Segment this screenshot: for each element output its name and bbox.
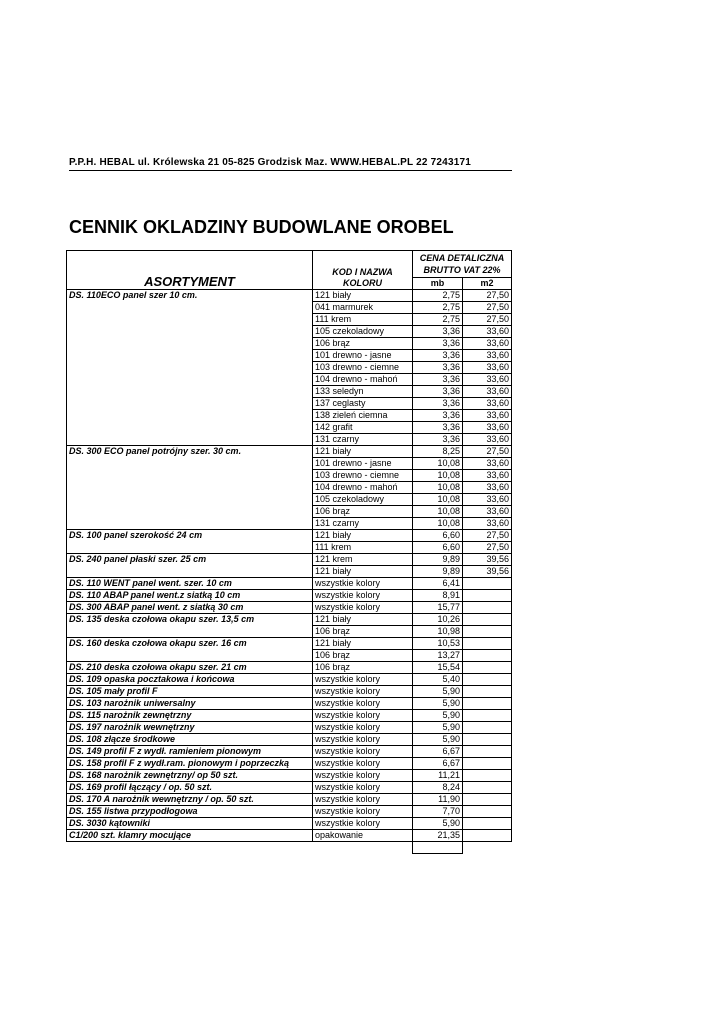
price-m2-cell xyxy=(463,638,512,650)
price-mb-cell: 6,41 xyxy=(413,578,463,590)
price-m2-cell xyxy=(463,626,512,638)
product-name: DS. 105 mały profil F xyxy=(67,686,313,698)
price-header xyxy=(413,251,512,278)
price-mb-cell: 5,90 xyxy=(413,710,463,722)
price-mb-cell: 11,21 xyxy=(413,770,463,782)
product-name: DS. 300 ECO panel potrójny szer. 30 cm. xyxy=(67,446,313,458)
color-code-cell: wszystkie kolory xyxy=(313,578,413,590)
product-name-continuation xyxy=(67,362,313,374)
price-m2-cell xyxy=(463,686,512,698)
product-name-continuation xyxy=(67,566,313,578)
product-name-continuation xyxy=(67,338,313,350)
product-name-continuation xyxy=(67,650,313,662)
product-name-continuation xyxy=(67,506,313,518)
color-code-cell: 041 marmurek xyxy=(313,302,413,314)
table-row xyxy=(67,542,512,554)
product-name-continuation xyxy=(67,458,313,470)
price-m2-cell: 33,60 xyxy=(463,458,512,470)
product-name-continuation xyxy=(67,314,313,326)
color-code-cell: 138 zieleń ciemna xyxy=(313,410,413,422)
price-mb-cell: 5,90 xyxy=(413,818,463,830)
product-name: DS. 115 narożnik zewnętrzny xyxy=(67,710,313,722)
product-name: DS. 109 opaska pocztakowa i końcowa xyxy=(67,674,313,686)
table-row xyxy=(67,650,512,662)
price-mb-cell: 2,75 xyxy=(413,314,463,326)
code-header-line1: KOD I NAZWA xyxy=(332,267,393,277)
price-mb-cell: 13,27 xyxy=(413,650,463,662)
table-row xyxy=(67,482,512,494)
price-mb-cell: 8,91 xyxy=(413,590,463,602)
color-code-cell: 133 seledyn xyxy=(313,386,413,398)
table-row xyxy=(67,590,512,602)
price-m2-cell xyxy=(463,806,512,818)
price-m2-cell: 39,56 xyxy=(463,566,512,578)
price-m2-cell xyxy=(463,830,512,842)
color-code-cell: wszystkie kolory xyxy=(313,710,413,722)
table-row xyxy=(67,734,512,746)
color-code-cell: wszystkie kolory xyxy=(313,758,413,770)
product-name-continuation xyxy=(67,542,313,554)
product-name: DS. 158 profil F z wydł.ram. pionowym i poprzeczką xyxy=(67,758,313,770)
price-mb-cell: 9,89 xyxy=(413,566,463,578)
table-row xyxy=(67,782,512,794)
color-code-cell: wszystkie kolory xyxy=(313,722,413,734)
color-code-cell: 106 brąz xyxy=(313,506,413,518)
table-row xyxy=(67,698,512,710)
price-m2-cell: 33,60 xyxy=(463,434,512,446)
product-name: DS. 3030 kątowniki xyxy=(67,818,313,830)
code-header-line2: KOLORU xyxy=(343,278,382,288)
table-row xyxy=(67,374,512,386)
table-row xyxy=(67,530,512,542)
price-m2-cell: 27,50 xyxy=(463,290,512,302)
price-mb-cell: 10,08 xyxy=(413,458,463,470)
price-mb-cell: 10,08 xyxy=(413,518,463,530)
product-name-continuation xyxy=(67,350,313,362)
price-mb-cell: 6,67 xyxy=(413,758,463,770)
price-mb-cell: 3,36 xyxy=(413,422,463,434)
color-code-cell: 121 biały xyxy=(313,614,413,626)
table-row xyxy=(67,830,512,842)
price-mb-cell: 11,90 xyxy=(413,794,463,806)
product-name-continuation xyxy=(67,626,313,638)
price-mb-cell: 5,90 xyxy=(413,722,463,734)
table-row xyxy=(67,326,512,338)
color-code-cell: 111 krem xyxy=(313,542,413,554)
product-name: DS. 210 deska czołowa okapu szer. 21 cm xyxy=(67,662,313,674)
table-row xyxy=(67,338,512,350)
price-mb-cell: 3,36 xyxy=(413,326,463,338)
m2-header: m2 xyxy=(463,278,512,290)
price-m2-cell xyxy=(463,770,512,782)
price-mb-cell: 10,08 xyxy=(413,470,463,482)
table-row xyxy=(67,554,512,566)
color-code-cell: 106 brąz xyxy=(313,650,413,662)
price-m2-cell: 27,50 xyxy=(463,446,512,458)
table-row xyxy=(67,494,512,506)
price-mb-cell: 5,90 xyxy=(413,698,463,710)
color-code-cell: 121 krem xyxy=(313,554,413,566)
price-m2-cell xyxy=(463,698,512,710)
product-name: DS. 197 narożnik wewnętrzny xyxy=(67,722,313,734)
color-code-cell: 104 drewno - mahoń xyxy=(313,374,413,386)
price-m2-cell xyxy=(463,650,512,662)
mb-header: mb xyxy=(413,278,463,290)
product-name-continuation xyxy=(67,482,313,494)
table-row xyxy=(67,434,512,446)
color-code-cell: 103 drewno - ciemne xyxy=(313,470,413,482)
table-row xyxy=(67,470,512,482)
table-row xyxy=(67,818,512,830)
price-m2-cell: 33,60 xyxy=(463,506,512,518)
price-m2-cell xyxy=(463,674,512,686)
product-name: DS. 110 WENT panel went. szer. 10 cm xyxy=(67,578,313,590)
price-mb-cell: 9,89 xyxy=(413,554,463,566)
table-row xyxy=(67,794,512,806)
product-name: DS. 170 A narożnik wewnętrzny / op. 50 szt. xyxy=(67,794,313,806)
price-m2-cell xyxy=(463,794,512,806)
product-name-continuation xyxy=(67,518,313,530)
price-mb-cell: 3,36 xyxy=(413,386,463,398)
price-mb-cell: 5,90 xyxy=(413,734,463,746)
color-code-cell: 105 czekoladowy xyxy=(313,326,413,338)
product-name: DS. 169 profil łączący / op. 50 szt. xyxy=(67,782,313,794)
color-code-cell: 121 biały xyxy=(313,446,413,458)
price-mb-cell: 10,08 xyxy=(413,482,463,494)
price-mb-cell: 10,98 xyxy=(413,626,463,638)
table-row xyxy=(67,386,512,398)
table-row xyxy=(67,638,512,650)
price-m2-cell xyxy=(463,590,512,602)
price-mb-cell: 3,36 xyxy=(413,410,463,422)
price-table xyxy=(66,250,512,854)
table-body xyxy=(67,290,512,854)
price-mb-cell: 15,54 xyxy=(413,662,463,674)
table-row xyxy=(67,410,512,422)
product-name: DS. 135 deska czołowa okapu szer. 13,5 cm xyxy=(67,614,313,626)
color-code-cell: 101 drewno - jasne xyxy=(313,350,413,362)
color-code-cell: 142 grafit xyxy=(313,422,413,434)
price-mb-cell: 3,36 xyxy=(413,350,463,362)
price-m2-cell xyxy=(463,722,512,734)
color-code-cell: wszystkie kolory xyxy=(313,674,413,686)
footer-spacer xyxy=(67,842,313,854)
price-m2-cell: 33,60 xyxy=(463,410,512,422)
color-code-cell: wszystkie kolory xyxy=(313,590,413,602)
price-m2-cell: 33,60 xyxy=(463,326,512,338)
product-name: DS. 110 ABAP panel went.z siatką 10 cm xyxy=(67,590,313,602)
price-m2-cell xyxy=(463,578,512,590)
price-mb-cell: 10,08 xyxy=(413,506,463,518)
color-code-cell: 131 czarny xyxy=(313,434,413,446)
product-name: DS. 100 panel szerokość 24 cm xyxy=(67,530,313,542)
color-code-cell: 104 drewno - mahoń xyxy=(313,482,413,494)
price-m2-cell xyxy=(463,746,512,758)
price-m2-cell xyxy=(463,662,512,674)
product-name: DS. 160 deska czołowa okapu szer. 16 cm xyxy=(67,638,313,650)
price-m2-cell: 27,50 xyxy=(463,542,512,554)
table-row xyxy=(67,458,512,470)
price-m2-cell xyxy=(463,818,512,830)
price-m2-cell: 33,60 xyxy=(463,470,512,482)
price-mb-cell: 3,36 xyxy=(413,338,463,350)
footer-empty-cell xyxy=(413,842,463,854)
price-mb-cell: 2,75 xyxy=(413,302,463,314)
product-name: DS. 300 ABAP panel went. z siatką 30 cm xyxy=(67,602,313,614)
color-code-cell: 121 biały xyxy=(313,638,413,650)
product-name: DS. 110ECO panel szer 10 cm. xyxy=(67,290,313,302)
price-mb-cell: 10,26 xyxy=(413,614,463,626)
table-row xyxy=(67,290,512,302)
footer-spacer xyxy=(313,842,413,854)
price-m2-cell: 27,50 xyxy=(463,302,512,314)
price-mb-cell: 5,90 xyxy=(413,686,463,698)
product-name: C1/200 szt. klamry mocujące xyxy=(67,830,313,842)
color-code-cell: 106 brąz xyxy=(313,626,413,638)
price-mb-cell: 15,77 xyxy=(413,602,463,614)
color-code-cell: wszystkie kolory xyxy=(313,734,413,746)
price-mb-cell: 3,36 xyxy=(413,434,463,446)
table-row xyxy=(67,422,512,434)
price-mb-cell: 6,60 xyxy=(413,542,463,554)
table-row xyxy=(67,722,512,734)
color-code-cell: wszystkie kolory xyxy=(313,746,413,758)
price-m2-cell: 33,60 xyxy=(463,386,512,398)
color-code-cell: wszystkie kolory xyxy=(313,806,413,818)
product-name: DS. 108 złącze środkowe xyxy=(67,734,313,746)
color-code-cell: 131 czarny xyxy=(313,518,413,530)
price-m2-cell xyxy=(463,602,512,614)
table-row xyxy=(67,806,512,818)
price-m2-cell xyxy=(463,782,512,794)
table-row xyxy=(67,662,512,674)
price-m2-cell: 33,60 xyxy=(463,398,512,410)
table-row xyxy=(67,746,512,758)
price-m2-cell: 27,50 xyxy=(463,530,512,542)
table-row xyxy=(67,710,512,722)
table-row xyxy=(67,770,512,782)
color-code-cell: 105 czekoladowy xyxy=(313,494,413,506)
color-code-cell: wszystkie kolory xyxy=(313,698,413,710)
price-mb-cell: 3,36 xyxy=(413,362,463,374)
color-code-cell: wszystkie kolory xyxy=(313,686,413,698)
price-header-line1: CENA DETALICZNA xyxy=(419,253,505,263)
code-header xyxy=(313,251,413,290)
color-code-cell: 121 biały xyxy=(313,530,413,542)
product-name: DS. 240 panel płaski szer. 25 cm xyxy=(67,554,313,566)
price-mb-cell: 3,36 xyxy=(413,398,463,410)
footer-spacer xyxy=(463,842,512,854)
table-footer-row xyxy=(67,842,512,854)
price-m2-cell: 33,60 xyxy=(463,482,512,494)
table-row xyxy=(67,314,512,326)
price-m2-cell: 33,60 xyxy=(463,362,512,374)
price-mb-cell: 2,75 xyxy=(413,290,463,302)
product-name-continuation xyxy=(67,470,313,482)
color-code-cell: 106 brąz xyxy=(313,662,413,674)
color-code-cell: 103 drewno - ciemne xyxy=(313,362,413,374)
table-row xyxy=(67,362,512,374)
price-m2-cell xyxy=(463,758,512,770)
price-m2-cell xyxy=(463,710,512,722)
table-row xyxy=(67,614,512,626)
product-name-continuation xyxy=(67,302,313,314)
price-m2-cell xyxy=(463,614,512,626)
price-m2-cell: 33,60 xyxy=(463,374,512,386)
product-name-continuation xyxy=(67,326,313,338)
table-row xyxy=(67,398,512,410)
price-mb-cell: 7,70 xyxy=(413,806,463,818)
price-m2-cell xyxy=(463,734,512,746)
product-name-continuation xyxy=(67,422,313,434)
color-code-cell: 106 brąz xyxy=(313,338,413,350)
product-name-continuation xyxy=(67,398,313,410)
table-row xyxy=(67,626,512,638)
price-header-line2: BRUTTO VAT 22% xyxy=(423,265,501,275)
table-row xyxy=(67,350,512,362)
assortment-header: ASORTYMENT xyxy=(67,251,313,290)
price-mb-cell: 8,24 xyxy=(413,782,463,794)
product-name: DS. 155 listwa przypodłogowa xyxy=(67,806,313,818)
product-name-continuation xyxy=(67,410,313,422)
table-row xyxy=(67,686,512,698)
price-m2-cell: 33,60 xyxy=(463,518,512,530)
table-row xyxy=(67,674,512,686)
price-mb-cell: 6,67 xyxy=(413,746,463,758)
table-row xyxy=(67,758,512,770)
price-m2-cell: 33,60 xyxy=(463,494,512,506)
table-row xyxy=(67,446,512,458)
price-m2-cell: 27,50 xyxy=(463,314,512,326)
product-name-continuation xyxy=(67,434,313,446)
price-mb-cell: 10,53 xyxy=(413,638,463,650)
price-m2-cell: 33,60 xyxy=(463,422,512,434)
product-name-continuation xyxy=(67,386,313,398)
product-name: DS. 149 profil F z wydł. ramieniem pionowym xyxy=(67,746,313,758)
table-row xyxy=(67,302,512,314)
color-code-cell: 137 ceglasty xyxy=(313,398,413,410)
price-mb-cell: 8,25 xyxy=(413,446,463,458)
price-m2-cell: 39,56 xyxy=(463,554,512,566)
table-row xyxy=(67,566,512,578)
color-code-cell: wszystkie kolory xyxy=(313,770,413,782)
price-mb-cell: 10,08 xyxy=(413,494,463,506)
table-row xyxy=(67,578,512,590)
price-m2-cell: 33,60 xyxy=(463,350,512,362)
color-code-cell: wszystkie kolory xyxy=(313,794,413,806)
color-code-cell: wszystkie kolory xyxy=(313,602,413,614)
price-mb-cell: 5,40 xyxy=(413,674,463,686)
price-mb-cell: 3,36 xyxy=(413,374,463,386)
page-title: CENNIK OKLADZINY BUDOWLANE OROBEL xyxy=(69,217,454,237)
table-row xyxy=(67,602,512,614)
color-code-cell: 101 drewno - jasne xyxy=(313,458,413,470)
color-code-cell: wszystkie kolory xyxy=(313,818,413,830)
color-code-cell: opakowanie xyxy=(313,830,413,842)
product-name-continuation xyxy=(67,494,313,506)
product-name: DS. 103 narożnik uniwersalny xyxy=(67,698,313,710)
color-code-cell: 121 biały xyxy=(313,566,413,578)
color-code-cell: 111 krem xyxy=(313,314,413,326)
color-code-cell: 121 biały xyxy=(313,290,413,302)
table-row xyxy=(67,506,512,518)
company-header: P.P.H. HEBAL ul. Królewska 21 05-825 Grodzisk Maz. WWW.HEBAL.PL 22 7243171 xyxy=(69,157,512,171)
color-code-cell: wszystkie kolory xyxy=(313,782,413,794)
product-name-continuation xyxy=(67,374,313,386)
product-name: DS. 168 narożnik zewnętrzny/ op 50 szt. xyxy=(67,770,313,782)
price-m2-cell: 33,60 xyxy=(463,338,512,350)
price-mb-cell: 6,60 xyxy=(413,530,463,542)
table-row xyxy=(67,518,512,530)
price-mb-cell: 21,35 xyxy=(413,830,463,842)
